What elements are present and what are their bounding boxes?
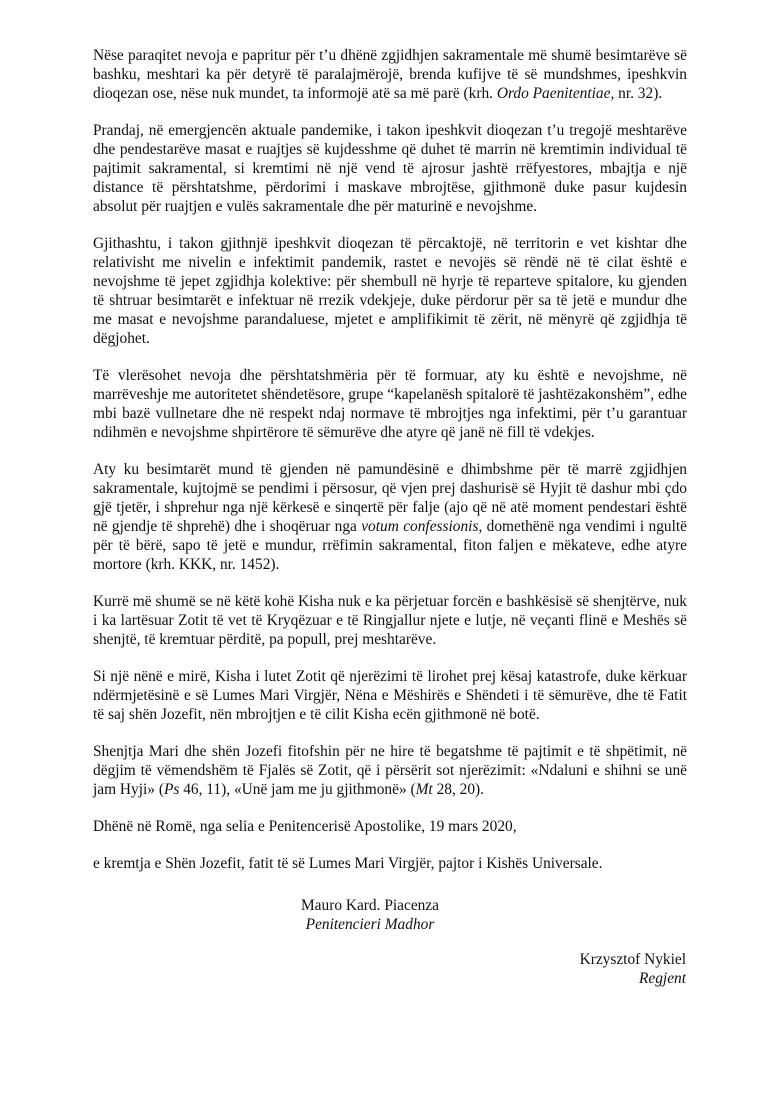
- paragraph-3: [93, 234, 687, 348]
- text-run: Gjithashtu, i takon gjithnjë ipeshkvit dioqezan të përcaktojë, në territorin e vet kishtar dhe relativisht me nivelin e infektimit pandemik, rastet e nevojës së rëndë në të cilat është e nevojshme të jepet zgjidhja kolektive: për shembull në hyrje të reparteve spitalore, ku gjenden të shtruar besimtarët e infektuar në rrezik vdekjeje, duke përdorur për sa të jetë e mundur dhe me masat e nevojshme parandaluese, mjetet e amplifikimit të zërit, në mënyrë që zgjidhja të dëgjohet.: [93, 235, 687, 347]
- italic-citation: Ordo Paenitentiae: [496, 85, 611, 102]
- closing-place-date: Dhënë në Romë, nga selia e Penitencerisë Apostolike, 19 mars 2020,: [93, 818, 517, 835]
- signatory-title: Penitencieri Madhor: [305, 916, 435, 933]
- signatory-title: Regjent: [638, 970, 686, 987]
- signatory-name: Krzysztof Nykiel: [579, 951, 686, 968]
- text-run: Kurrë më shumë se në këtë kohë Kisha nuk e ka përjetuar forcën e bashkësisë së shenjtërve, nuk i ka lartësuar Zotit të vet të Kryqëzuar e të Ringjallur njete e lutje, në veçanti flinë e Meshës së shenjtë, të kremtuar përditë, pa popull, prej meshtarëve.: [93, 593, 687, 648]
- closing-feast: e kremtja e Shën Jozefit, fatit të së Lumes Mari Virgjër, pajtor i Kishës Universale.: [93, 855, 603, 872]
- text-run: Shenjtja Mari dhe shën Jozefi fitofshin për ne hire të begatshme të pajtimit e të shpëtimit, në dëgjim të vëmendshëm të Fjalës së Zotit, që i përsërit sot njerëzimit: «Ndaluni e shihni se unë jam Hyji» (: [93, 743, 687, 798]
- italic-latin-term: votum confessionis: [361, 518, 479, 535]
- text-run: , domethënë nga vendimi i ngultë për të bërë, sapo të jetë e mundur, rrëfimin sakramental, fiton faljen e mëkateve, edhe atyre mortore (krh. KKK, nr. 1452).: [93, 518, 688, 573]
- text-run: Aty ku besimtarët mund të gjenden në pamundësinë e dhimbshme për të marrë zgjidhjen sakramentale, kujtojmë se pendimi i përsosur, që vjen prej dashurisë së Hyjit të dashur mbi çdo gjë tjetër, i shprehur nga një kërkesë e sinqertë për falje (ajo që në atë moment pendestari është në gjendje të shprehë) dhe i shoqëruar nga: [93, 461, 687, 535]
- paragraph-1: [93, 46, 687, 103]
- text-run: 28, 20).: [432, 781, 485, 798]
- signature-block-nykiel: [580, 950, 686, 988]
- text-run: Të vlerësohet nevoja dhe përshtatshmëria për të formuar, aty ku është e nevojshme, në marrëveshje me autoritetet shëndetësore, grupe “kapelanësh spitalorë të jashtëzakonshëm”, edhe mbi bazë vullnetare dhe në respekt ndaj normave të mbrojtjes nga infektimi, për t’u garantuar ndihmën e nevojshme shpirtërore të sëmurëve dhe atyre që janë në fill të vdekjes.: [93, 367, 687, 441]
- text-run: Nëse paraqitet nevoja e papritur për t’u dhënë zgjidhjen sakramentale më shumë besimtarëve së bashku, meshtari ka për detyrë të paralajmërojë, brenda kufijve të së mundshmes, ipeshkvin dioqezan ose, nëse nuk mundet, ta informojë atë sa më parë (krh.: [93, 47, 687, 102]
- text-run: , nr. 32).: [610, 85, 663, 102]
- text-run: Prandaj, në emergjencën aktuale pandemike, i takon ipeshkvit dioqezan t’u tregojë meshtarëve dhe pendestarëve masat e ruajtjes së kujdesshme që duhet të marrin në kremtimin individual të pajtimit sakramental, si kremtimi në një vend të ajrosur jashtë rrëfyestores, mbajtja e një distance të përshtatshme, përdorimi i maskave mbrojtëse, gjithmonë duke pasur kujdesin absolut për ruajtjen e vulës sakramentale dhe për maturinë e nevojshme.: [93, 122, 687, 215]
- document-body: [93, 46, 687, 891]
- paragraph-4: [93, 366, 687, 442]
- paragraph-6: [93, 592, 687, 649]
- paragraph-8: [93, 742, 687, 799]
- signature-block-piacenza: [300, 896, 440, 934]
- italic-citation: Mt: [415, 781, 433, 798]
- paragraph-5: [93, 460, 687, 574]
- text-run: Si një nënë e mirë, Kisha i lutet Zotit që njerëzimi të lirohet prej kësaj katastrofe, duke kërkuar ndërmjetësinë e së Lumes Mari Virgjër, Nëna e Mëshirës e Shëndeti i të sëmurëve, dhe të Fatit të saj shën Jozefit, nën mbrojtjen e të cilit Kisha ecën gjithmonë në botë.: [93, 668, 687, 723]
- paragraph-7: [93, 667, 687, 724]
- text-run: 46, 11), «Unë jam me ju gjithmonë» (: [179, 781, 416, 798]
- paragraph-2: [93, 121, 687, 216]
- signatory-name: Mauro Kard. Piacenza: [300, 897, 440, 914]
- italic-citation: Ps: [163, 781, 180, 798]
